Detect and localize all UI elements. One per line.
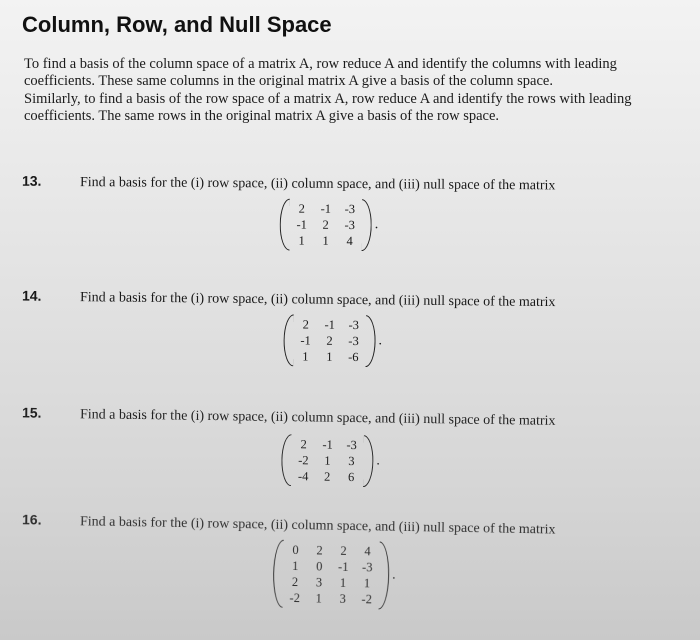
matrix-cell: 1 — [298, 233, 305, 248]
matrix-cell: -3 — [346, 437, 357, 453]
matrix-grid — [290, 199, 362, 252]
matrix-cell: 6 — [347, 469, 355, 485]
matrix-cell: -1 — [320, 201, 332, 216]
problem-text: Find a basis for the (i) row space, (ii) column space, and (iii) null space of the matrix — [79, 175, 556, 194]
period-mark: . — [378, 333, 383, 349]
matrix-cell: -1 — [296, 217, 307, 232]
matrix-cell: -2 — [361, 592, 373, 607]
matrix-cell: -3 — [348, 317, 360, 333]
matrix-cell: 4 — [346, 233, 353, 249]
page-title: Column, Row, and Null Space — [22, 12, 332, 37]
matrix-cell: 3 — [315, 575, 323, 590]
matrix-cell: 0 — [316, 559, 323, 574]
matrix-cell: 2 — [323, 469, 331, 484]
matrix-cell: 1 — [326, 349, 333, 364]
matrix — [283, 314, 382, 367]
right-paren — [379, 541, 390, 609]
matrix — [281, 434, 380, 487]
problem-text: Find a basis for the (i) row space, (ii) column space, and (iii) null space of the matrix — [79, 290, 556, 311]
problem-number: 15. — [21, 404, 42, 421]
problem-number: 14. — [21, 287, 42, 304]
problem-14 — [21, 287, 682, 365]
period-mark: . — [376, 453, 381, 469]
problem-13 — [21, 172, 682, 249]
matrix-grid — [283, 540, 380, 610]
matrix — [273, 540, 397, 610]
matrix-cell: -2 — [289, 590, 301, 606]
matrix-cell: -1 — [322, 437, 333, 452]
problem-number: 13. — [21, 172, 42, 189]
matrix-grid — [291, 434, 364, 487]
matrix-cell: 2 — [340, 543, 347, 558]
matrix-cell: -3 — [348, 333, 359, 349]
problem-number: 16. — [21, 511, 42, 528]
matrix-cell: 3 — [348, 453, 355, 469]
matrix-cell: 2 — [316, 543, 323, 558]
matrix-cell: 1 — [302, 349, 309, 364]
matrix-cell: 3 — [339, 591, 346, 606]
matrix-cell: 2 — [291, 574, 299, 590]
matrix-cell: -2 — [298, 453, 309, 468]
matrix-cell: -3 — [361, 560, 373, 575]
matrix-cell: 0 — [292, 542, 299, 558]
matrix-cell: 2 — [298, 201, 306, 216]
matrix-cell: 1 — [292, 558, 299, 574]
matrix-cell: 2 — [300, 437, 307, 452]
matrix-cell: 1 — [322, 233, 329, 248]
intro-text — [24, 56, 690, 125]
matrix-cell: -4 — [297, 469, 309, 484]
matrix-cell: -1 — [337, 559, 349, 574]
matrix-cell: -6 — [348, 349, 359, 365]
problem-text: Find a basis for the (i) row space, (ii) column space, and (iii) null space of the matrix — [79, 514, 556, 538]
matrix-cell: 1 — [363, 576, 371, 591]
right-paren — [365, 315, 376, 367]
right-paren — [363, 435, 374, 487]
matrix-cell: 1 — [324, 453, 331, 468]
matrix-cell: -1 — [324, 317, 336, 332]
intro-paragraph-row-space: Similarly, to find a basis of the row space of a matrix A, row reduce A and identify the rows with leading coefficients. The same rows in the original matrix A give a basis of the row space. — [24, 91, 632, 124]
matrix-grid — [293, 314, 366, 367]
matrix-cell: 1 — [339, 575, 347, 590]
intro-paragraph-column-space: To find a basis of the column space of a matrix A, row reduce A and identify the columns with leading coefficients. These same columns in the original matrix A give a basis of the column space. — [24, 56, 617, 89]
problem-15 — [21, 404, 682, 485]
problem-text: Find a basis for the (i) row space, (ii) column space, and (iii) null space of the matrix — [79, 407, 556, 429]
right-paren — [362, 199, 372, 251]
matrix-cell: -1 — [300, 333, 311, 348]
matrix-cell: 2 — [326, 333, 333, 348]
matrix-cell: 4 — [364, 544, 371, 559]
matrix-cell: 1 — [315, 591, 322, 606]
period-mark: . — [374, 217, 379, 233]
problem-16 — [21, 511, 682, 607]
matrix — [280, 198, 379, 251]
period-mark: . — [392, 567, 396, 583]
matrix-cell: -3 — [344, 201, 356, 217]
matrix-cell: 2 — [302, 317, 309, 332]
left-paren — [280, 198, 290, 250]
left-paren — [283, 314, 294, 366]
matrix-cell: -3 — [344, 217, 355, 233]
matrix-cell: 2 — [322, 217, 329, 232]
